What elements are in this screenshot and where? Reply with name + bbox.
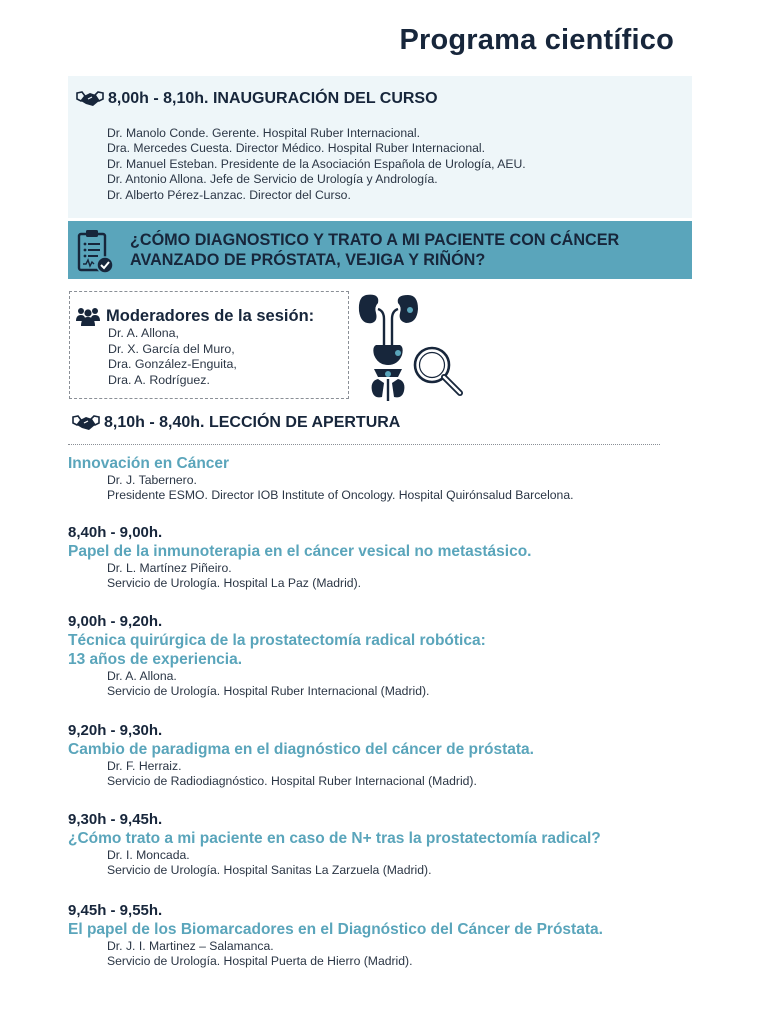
speaker-line: Dr. Alberto Pérez-Lanzac. Director del Curso.: [107, 187, 351, 202]
inauguration-speakers: [107, 126, 526, 203]
session-speaker: Dr. F. Herraiz.: [107, 759, 182, 773]
session-title: Innovación en Cáncer: [68, 455, 230, 472]
session-speaker: Dr. I. Moncada.: [107, 848, 190, 862]
session-affiliation: Servicio de Urología. Hospital Sanitas La Zarzuela (Madrid).: [107, 863, 432, 878]
session-time: 9,00h - 9,20h.: [68, 613, 163, 630]
page-title: Programa científico: [399, 24, 674, 56]
urology-organs-magnifier-icon: [356, 287, 470, 403]
speaker-line: Dr. Manuel Esteban. Presidente de la Asociación Española de Urología, AEU.: [107, 156, 526, 171]
divider: [68, 444, 660, 445]
moderators-heading: Moderadores de la sesión:: [76, 306, 314, 326]
speaker-line: Dra. Mercedes Cuesta. Director Médico. Hospital Ruber Internacional.: [107, 141, 485, 156]
session-affiliation: Presidente ESMO. Director IOB Institute of Oncology. Hospital Quirónsalud Barcelona.: [107, 488, 574, 503]
session-title: Cambio de paradigma en el diagnóstico del cáncer de próstata.: [68, 741, 534, 758]
session-speaker: Dr. J. Tabernero.: [107, 473, 197, 487]
moderators-box: [69, 291, 349, 399]
speaker-line: Dr. Manolo Conde. Gerente. Hospital Ruber Internacional.: [107, 126, 420, 140]
session-banner: [68, 221, 692, 279]
handshake-icon: [72, 414, 100, 432]
moderator-name: Dr. X. García del Muro,: [108, 341, 235, 356]
session-title: Papel de la inmunoterapia en el cáncer vesical no metastásico.: [68, 543, 532, 560]
session-time: 9,30h - 9,45h.: [68, 811, 163, 828]
clipboard-check-icon: [76, 228, 114, 274]
inauguration-heading: 8,00h - 8,10h. INAUGURACIÓN DEL CURSO: [76, 90, 438, 108]
speaker-line: Dr. Antonio Allona. Jefe de Servicio de Urología y Andrología.: [107, 172, 438, 187]
session-speaker: Dr. J. I. Martinez – Salamanca.: [107, 939, 274, 953]
session-title: El papel de los Biomarcadores en el Diagnóstico del Cáncer de Próstata.: [68, 921, 603, 938]
session-title: Técnica quirúrgica de la prostatectomía radical robótica:: [68, 632, 486, 649]
session-item: [68, 810, 601, 879]
session-time: 8,40h - 9,00h.: [68, 524, 163, 541]
session-item: [68, 612, 486, 700]
session-speaker: Dr. A. Allona.: [107, 669, 177, 683]
session-item: [68, 523, 531, 592]
session-affiliation: Servicio de Urología. Hospital Puerta de Hierro (Madrid).: [107, 954, 413, 969]
handshake-icon: [76, 90, 104, 108]
session-time: 9,20h - 9,30h.: [68, 722, 163, 739]
session-affiliation: Servicio de Urología. Hospital La Paz (Madrid).: [107, 576, 362, 591]
moderator-name: Dr. A. Allona,: [108, 326, 179, 340]
inauguration-panel: [68, 76, 692, 218]
session-affiliation: Servicio de Radiodiagnóstico. Hospital Ruber Internacional (Madrid).: [107, 774, 477, 789]
session-item: [68, 454, 574, 504]
session-affiliation: Servicio de Urología. Hospital Ruber Internacional (Madrid).: [107, 684, 430, 699]
session-title: ¿Cómo trato a mi paciente en caso de N+ tras la prostatectomía radical?: [68, 830, 601, 847]
session-item: [68, 901, 603, 970]
moderators-list: [108, 326, 237, 388]
session-speaker: Dr. L. Martínez Piñeiro.: [107, 561, 232, 575]
banner-text: ¿CÓMO DIAGNOSTICO Y TRATO A MI PACIENTE CON CÁNCER AVANZADO DE PRÓSTATA, VEJIGA Y RIÑÓN?: [130, 231, 620, 269]
moderator-name: Dra. A. Rodríguez.: [108, 372, 210, 387]
session-title-cont: 13 años de experiencia.: [68, 651, 243, 668]
users-icon: [76, 306, 100, 326]
opening-heading: 8,10h - 8,40h. LECCIÓN DE APERTURA: [72, 414, 400, 432]
session-time: 9,45h - 9,55h.: [68, 902, 163, 919]
session-item: [68, 721, 534, 790]
moderator-name: Dra. González-Enguita,: [108, 357, 237, 371]
